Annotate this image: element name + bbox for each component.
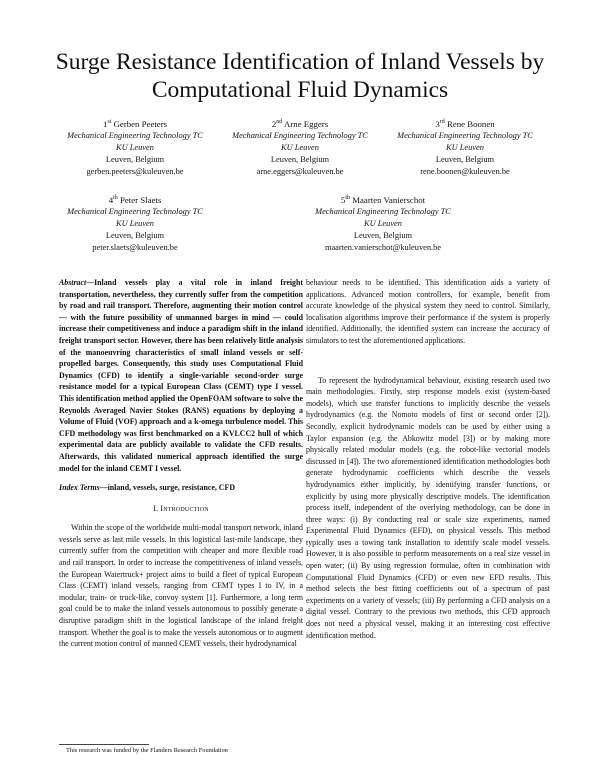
index-terms-label: Index Terms [59, 483, 100, 493]
body-paragraph: To represent the hydrodynamical behaviour, existing research used two main methodologies. Firstly, step response models exist (system-based models), which use transfer functions to implicitly describe the vessels hydrodynamics (e.g. the Nomoto models of first or second order [2]). Secondly, explicit hydrodynamic models can be used by either using a Taylor expansion (e.g. the Abkowitz model [3]) or by making more physically related modular models (e.g. the robot-like vectorial models discussed in [4]). The two aforementioned identification methodologies both generate hydrodynamic coefficients which describe the vessels hydrodynamics either implicitly, by identifying transfer functions, or explicitly by using more physically descriptive models. The identification process itself, independent of the overlying methodology, can be done in three ways: (i) By conducting real or scale size experiments, named Experimental Fluid Dynamics (EFD), on physical vessels. This method typically uses a towing tank installation to identify scale model vessels. However, it is also possible to perform measurements on a real size vessel in open water; (ii) By using regression formulae, often in combination with Computational Fluid Dynamics (CFD) or even new EFD results. This method selects the best fitting coefficients out of a spectrum of past experiments on a variety of vessels; (iii) By performing a CFD analysis on a digital vessel. Contrary to the previous two methods, this CFD approach does not need a physical vessel, making it an interesting cost effective identification method. [306, 375, 550, 640]
author-affiliation: Mechanical Engineering Technology TC [315, 207, 451, 216]
author-email: maarten.vanierschot@kuleuven.be [324, 243, 442, 252]
author-university: KU Leuven [116, 219, 154, 228]
abstract-text: —Inland vessels play a vital role in inland freight transportation, nevertheless, they currently suffer from the competition by road and rail transport. Therefore, augmenting their motion control — with the future possibility of unmanned barges in mind — could increase their competitiveness and induce a paradigm shift in the inland freight transport sector. However, there has been relatively little analysis of the manoeuvring characteristics of small inland vessels or self-propelled barges. Consequently, this study uses Computational Fluid Dynamics (CFD) to identify a single-variable second-order surge resistance model for a typical European Class (CEMT) type I vessel. This identification method applied the OpenFOAM software to solve the Reynolds Averaged Navier Stokes (RANS) equations by deploying a Volume of Fluid (VOF) approach and a k-omega turbulence model. This CFD methodology was first benchmarked on a KVLCC2 hull of which experimental data are publicly available to validate the CFD results. Afterwards, this validated numerical approach identified the surge model for the inland CEMT I vessel. [59, 278, 303, 473]
index-terms [59, 482, 303, 494]
author-block [40, 118, 230, 178]
author-affiliation: Mechanical Engineering Technology TC [67, 207, 203, 216]
author-email: gerben.peeters@kuleuven.be [86, 167, 184, 176]
author-block [205, 118, 395, 178]
author-email: arne.eggers@kuleuven.be [256, 167, 344, 176]
author-city: Leuven, Belgium [353, 231, 413, 240]
left-column [59, 277, 303, 650]
author-university: KU Leuven [281, 143, 319, 152]
intro-paragraph: Within the scope of the worldwide multi-modal transport network, inland vessels serve as last mile vessels. In this logistical last-mile landscape, they currently suffer from the competition with cheaper and more flexible road and rail transport. In order to increase the competitiveness of inland vessels, the European Watertruck+ project aims to build a fleet of typical European Class (CEMT) inland vessels, ranging from CEMT types I to IV, in a modular, train- or truck-like, convoy system [1]. Furthermore, a long term goal could be to make the inland vessels autonomous to possibly generate a disruptive paradigm shift in the logistical landscape of the inland freight transport. Whether the goal is to make the vessels autonomous or to augment the current motion control of manned CEMT vessels, their hydrodynamical [59, 523, 303, 649]
author-city: Leuven, Belgium [270, 155, 330, 164]
paper-title: Surge Resistance Identification of Inland Vessels by Computational Fluid Dynamics [55, 49, 545, 103]
author-university: KU Leuven [446, 143, 484, 152]
author-block [288, 194, 478, 254]
right-column [306, 277, 550, 641]
author-name: 2nd Arne Eggers [271, 119, 329, 129]
author-city: Leuven, Belgium [105, 231, 165, 240]
abstract-label: Abstract [59, 278, 87, 287]
author-affiliation: Mechanical Engineering Technology TC [397, 131, 533, 140]
author-city: Leuven, Belgium [105, 155, 165, 164]
author-block [40, 194, 230, 254]
body-paragraph: behaviour needs to be identified. This identification aids a variety of applications. Advanced motion controllers, for example, benefit from accurate knowledge of the physical system they need to control. Similarly, localisation algorithms improve their performance if the system is properly identified. Additionally, the identified system can increase the accuracy of simulators to test the aforementioned applications. [306, 278, 550, 345]
author-block [370, 118, 560, 178]
author-university: KU Leuven [116, 143, 154, 152]
section-heading: I. Introduction [153, 503, 209, 513]
author-affiliation: Mechanical Engineering Technology TC [67, 131, 203, 140]
index-terms-text: —inland, vessels, surge, resistance, CFD [99, 483, 236, 493]
author-city: Leuven, Belgium [435, 155, 495, 164]
author-name: 1st Gerben Peeters [102, 119, 168, 129]
author-name: 3rd Rene Boonen [435, 119, 495, 129]
abstract [59, 277, 303, 474]
author-email: peter.slaets@kuleuven.be [92, 243, 178, 252]
footnote: This research was funded by the Flanders Research Foundation [66, 747, 228, 754]
author-university: KU Leuven [364, 219, 402, 228]
author-email: rene.boonen@kuleuven.be [420, 167, 510, 176]
footnote-rule [59, 744, 149, 745]
author-name: 5th Maarten Vanierschot [340, 195, 426, 205]
author-name: 4th Peter Slaets [108, 195, 162, 205]
author-affiliation: Mechanical Engineering Technology TC [232, 131, 368, 140]
